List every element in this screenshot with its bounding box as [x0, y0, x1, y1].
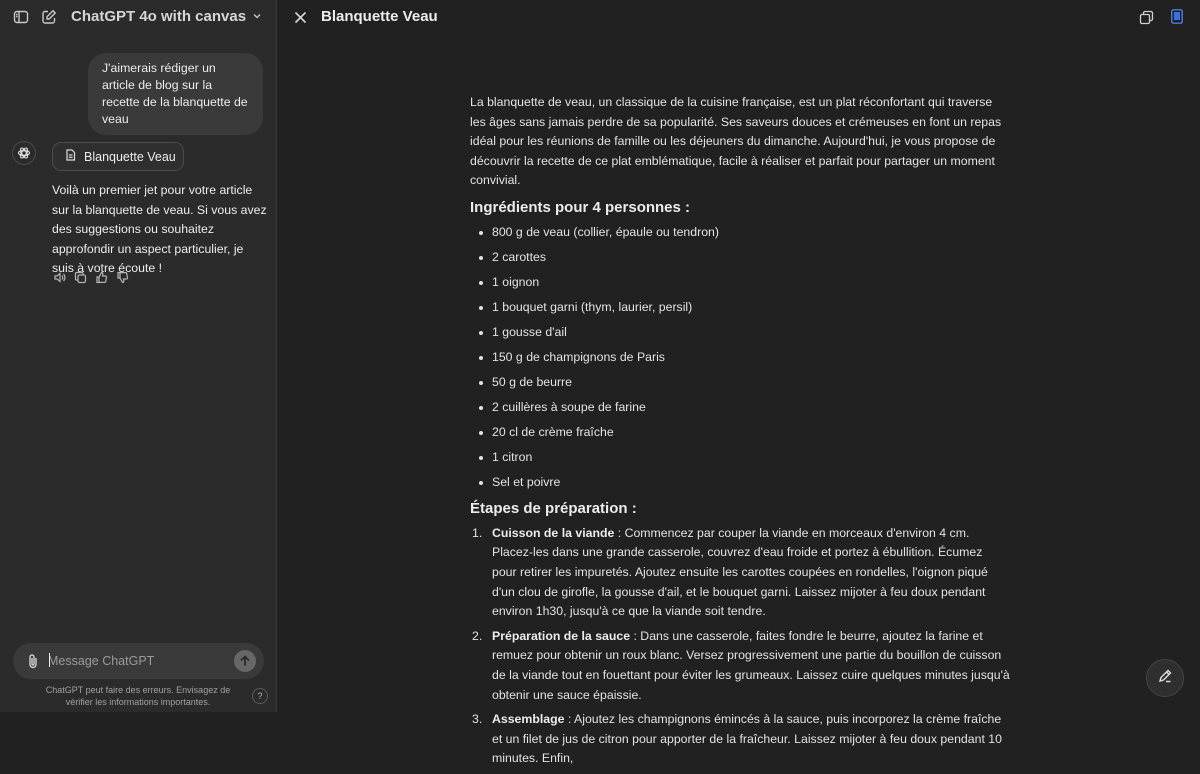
list-item: 150 g de champignons de Paris [492, 348, 1010, 368]
version-history-icon[interactable] [1169, 8, 1185, 25]
canvas-document[interactable] [470, 93, 1010, 774]
list-item: 50 g de beurre [492, 373, 1010, 393]
canvas-title: Blanquette Veau [321, 8, 438, 25]
steps-heading: Étapes de préparation : [470, 499, 637, 517]
user-message: J'aimerais rédiger un article de blog sur la recette de la blanquette de veau [88, 53, 263, 135]
message-input[interactable] [48, 651, 218, 671]
list-item: 1 gousse d'ail [492, 323, 1010, 343]
intro-paragraph: La blanquette de veau, un classique de la cuisine française, est un plat réconfortant qui traverse les âges sans jamais perdre de sa popularité. Ses saveurs douces et crémeuses en font un repas idéal pour les réunions de famille ou les déjeuners du dimanche. Aujourd'hui, je vous propose de découvrir la recette de ce plat emblématique, facile à réaliser et parfait pour partager un moment convivial. [470, 95, 1002, 188]
attach-icon[interactable] [24, 652, 42, 670]
model-name-label: ChatGPT 4o with canvas [71, 8, 247, 25]
step-number: 2. [472, 628, 483, 643]
thumbs-up-icon[interactable] [94, 270, 108, 284]
step-text: : Ajoutez les champignons émincés à la sauce, puis incorporez la crème fraîche et un filet de jus de citron pour apporter de la fraîcheur. Laissez mijoter à feu doux pendant 10 minutes. Enfin, [492, 712, 1002, 766]
message-composer [13, 643, 264, 679]
step-title: Préparation de la sauce [492, 628, 631, 643]
canvas-chip-label: Blanquette Veau [84, 149, 176, 164]
text-cursor [49, 653, 50, 667]
help-button[interactable]: ? [252, 688, 268, 704]
document-icon [65, 149, 76, 164]
step-title: Assemblage [492, 712, 565, 727]
step-item [472, 710, 1010, 769]
pencil-icon [1157, 668, 1173, 689]
step-text: : Commencez par couper la viande en morceaux d'environ 4 cm. Placez-les dans une grande casserole, couvrez d'eau froide et portez à ébullition. Écumez pour retirer les impuretés. Ajoutez ensuite les carottes coupées en rondelles, l'oignon piqué d'un clou de girofle, la gousse d'ail, et le bouquet garni. Laissez mijoter à feu doux pendant environ 1h30, jusqu'à ce que la viande soit tendre. [492, 525, 988, 619]
chat-panel [0, 0, 277, 712]
list-item: 1 bouquet garni (thym, laurier, persil) [492, 298, 1010, 318]
chatgpt-logo-icon [12, 141, 36, 165]
step-number: 1. [472, 525, 483, 540]
edit-suggestions-button[interactable] [1146, 659, 1184, 697]
list-item: Sel et poivre [492, 473, 1010, 493]
list-item: 800 g de veau (collier, épaule ou tendron) [492, 223, 1010, 243]
thumbs-down-icon[interactable] [115, 270, 129, 284]
model-selector[interactable] [71, 8, 262, 25]
list-item: 2 cuillères à soupe de farine [492, 398, 1010, 418]
new-chat-icon[interactable] [40, 8, 58, 26]
disclaimer-text: ChatGPT peut faire des erreurs. Envisagez de vérifier les informations importantes. [45, 685, 231, 707]
copy-icon[interactable] [73, 270, 87, 284]
chat-topbar [0, 0, 277, 34]
close-icon[interactable] [290, 7, 310, 27]
canvas-document-chip[interactable] [52, 142, 184, 171]
step-text: : Dans une casserole, faites fondre le beurre, ajoutez la farine et remuez pour obtenir un roux blanc. Versez progressivement une partie du bouillon de cuisson de la viande tout en fouettant pour éviter les grumeaux. Laissez cuire quelques minutes jusqu'à obtenir une sauce épaissie. [492, 628, 1010, 702]
steps-list [472, 524, 1010, 769]
send-button[interactable] [234, 650, 256, 672]
list-item: 1 citron [492, 448, 1010, 468]
step-item [472, 524, 1010, 622]
step-item [472, 627, 1010, 705]
step-number: 3. [472, 712, 483, 727]
ingredients-heading: Ingrédients pour 4 personnes : [470, 198, 691, 216]
list-item: 1 oignon [492, 273, 1010, 293]
canvas-panel [278, 0, 1200, 766]
assistant-message: Voilà un premier jet pour votre article sur la blanquette de veau. Si vous avez des suggestions ou souhaitez approfondir un aspect particulier, je suis à votre écoute ! [52, 183, 267, 275]
list-item: 2 carottes [492, 248, 1010, 268]
ingredients-list [492, 223, 1010, 492]
list-item: 20 cl de crème fraîche [492, 423, 1010, 443]
sidebar-toggle-icon[interactable] [12, 8, 30, 26]
read-aloud-icon[interactable] [52, 270, 66, 284]
message-actions [52, 270, 129, 284]
chevron-down-icon [252, 8, 262, 25]
copy-document-icon[interactable] [1136, 7, 1156, 27]
step-title: Cuisson de la viande [492, 525, 615, 540]
